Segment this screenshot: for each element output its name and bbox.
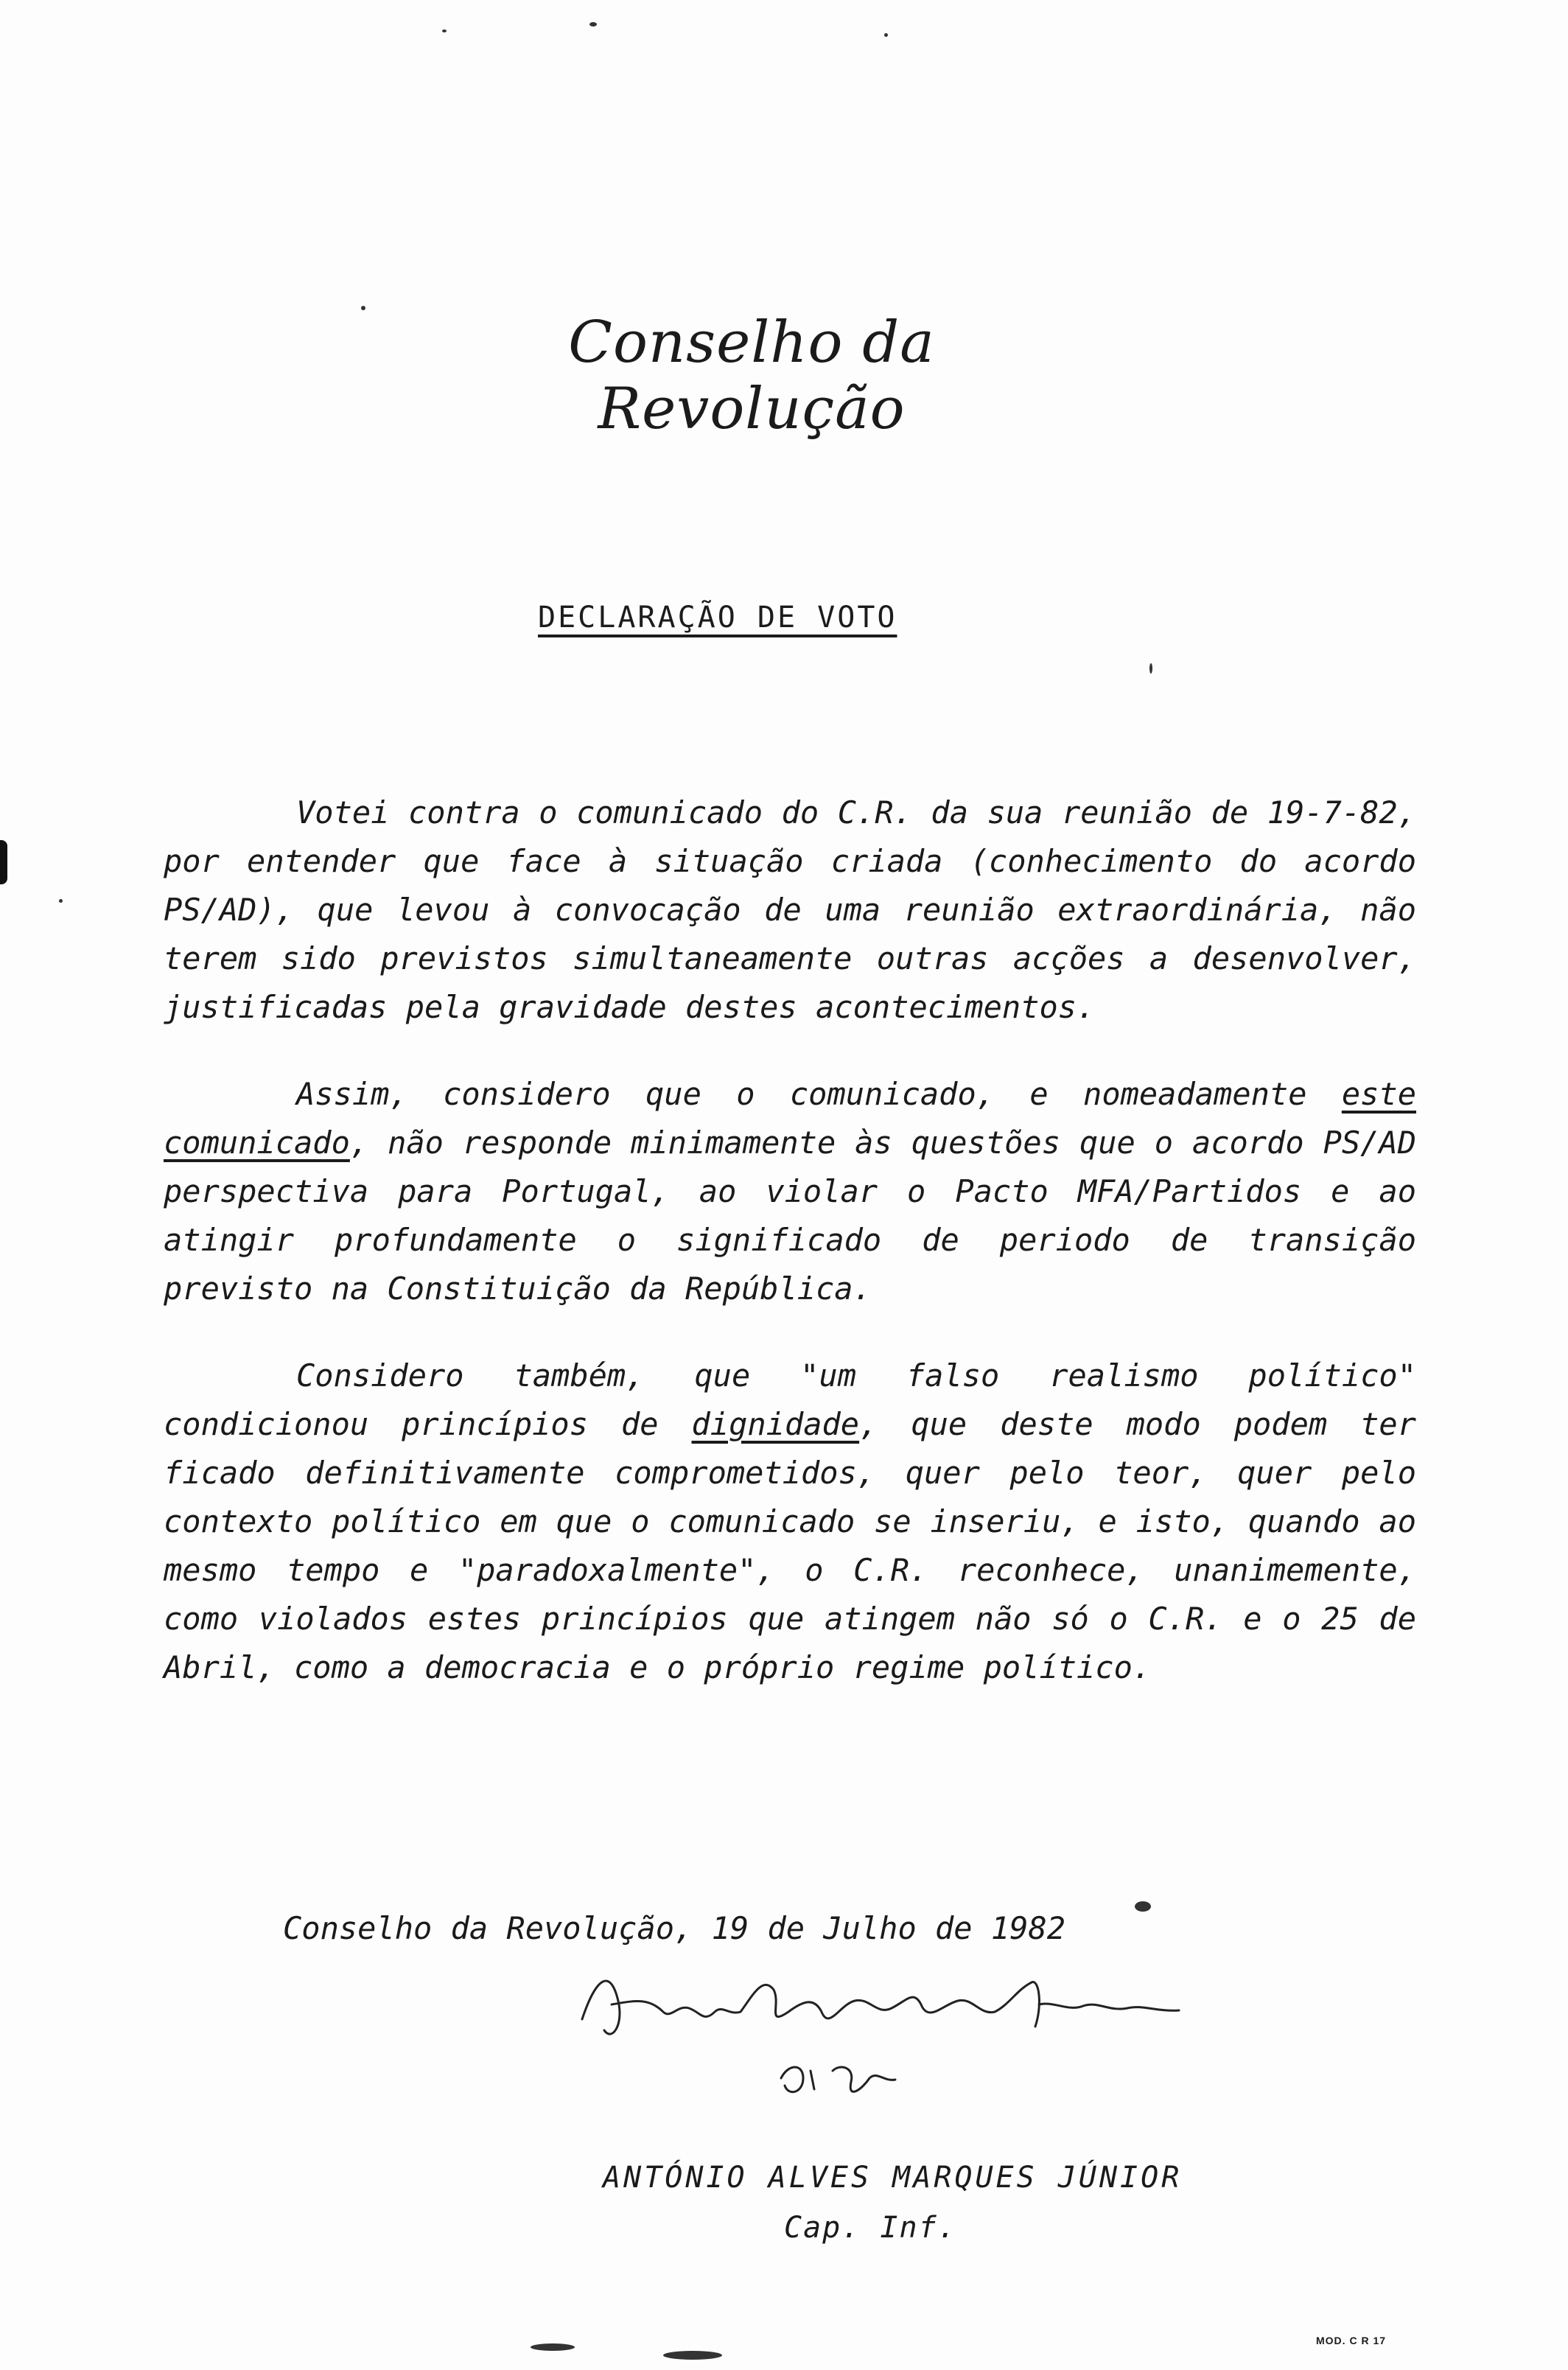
document-title: DECLARAÇÃO DE VOTO [538, 601, 897, 635]
paragraph-2 [164, 1070, 1416, 1313]
paragraph-3-underlined: dignidade [691, 1406, 860, 1442]
form-code: MOD. C R 17 [1316, 2335, 1387, 2346]
paragraph-3-text-a: Considero também, que "um falso realismo político" condicionou princípios de [164, 1357, 1416, 1442]
paragraph-2-text-b: , não responde minimamente às questões que o acordo PS/AD perspectiva para Portugal, ao violar o Pacto MFA/Partidos e ao atingir profundamente o significado de periodo de transição previsto na Constituição da República. [164, 1125, 1416, 1307]
scan-speck [361, 306, 365, 310]
letterhead: Conselho da Revolução [568, 310, 935, 442]
scan-speck [884, 33, 888, 37]
paragraph-3-text-b: , que deste modo podem ter ficado definitivamente comprometidos, quer pelo teor, quer pelo contexto político em que o comunicado se inseriu, e isto, quando ao mesmo tempo e "paradoxalmente", o C.R. reconhece, unanimemente, como violados estes princípios que atingem não só o C.R. e o 25 de Abril, como a democracia e o próprio regime político. [164, 1406, 1416, 1685]
declaration-body [164, 789, 1416, 1730]
scan-speck [589, 22, 597, 27]
paragraph-2-underlined: este comunicado [164, 1076, 1416, 1161]
scan-speck [59, 899, 63, 903]
punch-hole-mark [0, 840, 7, 884]
scan-speck [442, 29, 447, 32]
dateline: Conselho da Revolução, 19 de Julho de 1982 [283, 1910, 1066, 1946]
scan-speck [1149, 663, 1152, 674]
scan-speck [1135, 1901, 1151, 1912]
scan-speck [663, 2351, 722, 2360]
signer-rank: Cap. Inf. [784, 2211, 957, 2245]
signer-name: ANTÓNIO ALVES MARQUES JÚNIOR [603, 2161, 1183, 2195]
handwritten-signature [567, 1960, 1201, 2130]
scan-speck [531, 2343, 575, 2351]
paragraph-3 [164, 1352, 1416, 1692]
paragraph-1: Votei contra o comunicado do C.R. da sua reunião de 19-7-82, por entender que face à situação criada (conhecimento do acordo PS/AD), que levou à convocação de uma reunião extraordinária, não terem sido previstos simultaneamente outras acções a desenvolver, justificadas pela gravidade destes acontecimentos. [164, 794, 1416, 1025]
paragraph-2-text-a: Assim, considero que o comunicado, e nomeadamente [296, 1076, 1342, 1112]
